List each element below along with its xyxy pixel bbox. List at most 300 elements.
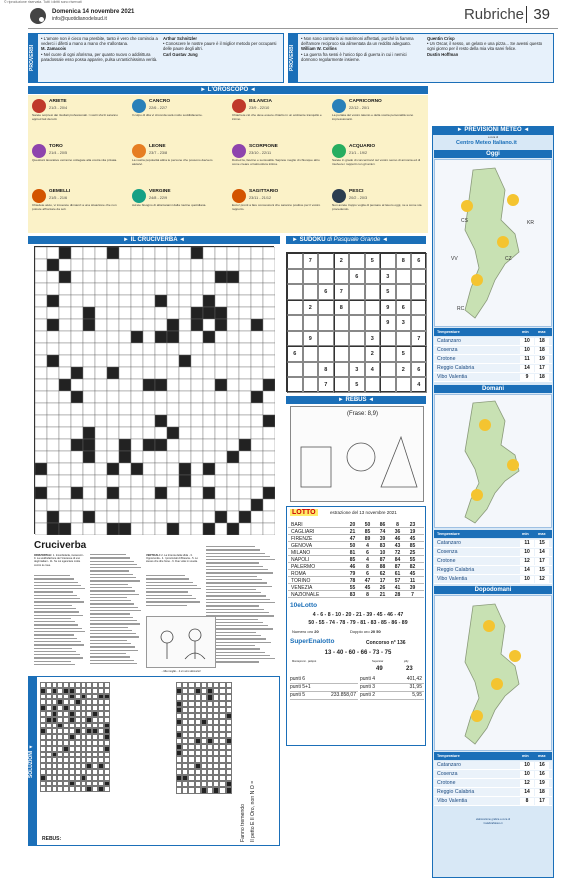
sudoku-cell[interactable]: [380, 362, 396, 378]
crossword-cell: [167, 427, 179, 439]
sudoku-cell[interactable]: 6: [411, 253, 427, 269]
crossword-cell: [179, 367, 191, 379]
crossword-cell: [203, 427, 215, 439]
lotto-number: 78: [349, 577, 356, 584]
sudoku-cell[interactable]: [303, 315, 319, 331]
lotto-number: 46: [394, 535, 401, 542]
sudoku-cell[interactable]: [349, 300, 365, 316]
crossword-cell: [155, 523, 167, 535]
sudoku-cell[interactable]: 4: [411, 377, 427, 393]
crossword-cell: [227, 331, 239, 343]
clue-text-line: [90, 584, 128, 585]
sudoku-cell[interactable]: [365, 300, 381, 316]
sudoku-cell[interactable]: [411, 284, 427, 300]
city-name: Catanzaro: [437, 762, 461, 768]
crossword-cell: [239, 355, 251, 367]
montepremi: Montepremi · jackpot: [292, 660, 317, 663]
sudoku-cell[interactable]: [396, 377, 412, 393]
oroscopo-title-bar: ► L'OROSCOPO ◄: [28, 86, 428, 94]
crossword-cell: [155, 307, 167, 319]
sudoku-cell[interactable]: 3: [380, 269, 396, 285]
crossword-cell: [143, 391, 155, 403]
numero-oro: Numero oro 20: [292, 629, 319, 634]
crossword-cell: [95, 271, 107, 283]
lotto-row: [288, 521, 424, 528]
sudoku-cell[interactable]: [303, 346, 319, 362]
contact-email[interactable]: info@quotidianodelsud.it: [52, 16, 107, 22]
sudoku-cell[interactable]: [411, 346, 427, 362]
sudoku-cell[interactable]: 9: [380, 300, 396, 316]
sudoku-cell[interactable]: 5: [349, 377, 365, 393]
proverb-text: Arthur Schnitzler • Conoscere le nostre paure è il miglior metodo per occuparsi delle paure degli altri. Carl Gustav Jung: [163, 36, 277, 57]
clue-text-line: [90, 630, 132, 631]
crossword-cell: [95, 463, 107, 475]
clue-text-line: [34, 588, 85, 589]
crossword-cell: [251, 379, 263, 391]
sudoku-cell[interactable]: [349, 253, 365, 269]
crossword-cell: [251, 271, 263, 283]
calabria-map-dopodomani: [435, 596, 553, 752]
sudoku-cell[interactable]: [349, 315, 365, 331]
sudoku-cell[interactable]: 8: [318, 362, 334, 378]
sudoku-cell[interactable]: [380, 253, 396, 269]
crossword-grid[interactable]: [34, 246, 274, 534]
lotto-number: 72: [394, 549, 401, 556]
sudoku-cell[interactable]: 2: [303, 300, 319, 316]
crossword-cell: [119, 331, 131, 343]
clue-text-line: [146, 582, 193, 583]
temp-max: 16: [535, 771, 549, 778]
zodiac-icon: [132, 189, 146, 203]
crossword-cell: [71, 415, 83, 427]
sudoku-cell[interactable]: 3: [365, 331, 381, 347]
doppio-oro: Doppio oro 20 50: [350, 629, 381, 634]
clue-text-line: [90, 613, 130, 614]
clue-text-line: [206, 586, 272, 587]
clue-text-line: [34, 657, 83, 658]
sudoku-cell[interactable]: [318, 253, 334, 269]
punti-left: [290, 676, 358, 700]
sudoku-cell[interactable]: 3: [396, 315, 412, 331]
sudoku-cell[interactable]: [365, 284, 381, 300]
sudoku-cell[interactable]: [349, 284, 365, 300]
sun-icon: [491, 678, 503, 690]
crossword-cell: [95, 511, 107, 523]
crossword-cell: [131, 283, 143, 295]
crossword-cell: [119, 439, 131, 451]
clue-lines: [90, 554, 142, 666]
crossword-cell: [251, 331, 263, 343]
sudoku-cell[interactable]: [334, 377, 350, 393]
lotto-city: CAGLIARI: [291, 528, 315, 535]
crossword-cell: [131, 295, 143, 307]
crossword-cell: [59, 487, 71, 499]
sudoku-cell[interactable]: 5: [380, 284, 396, 300]
crossword-cell: [35, 283, 47, 295]
sudoku-cell[interactable]: [334, 362, 350, 378]
dopodomani-label: Dopodomani: [434, 586, 552, 594]
temp-min: 11: [520, 356, 534, 363]
crossword-cell: [83, 283, 95, 295]
superstar-label: Superstar: [372, 660, 384, 663]
crossword-cell: [143, 499, 155, 511]
crossword-cell: [143, 295, 155, 307]
sudoku-cell[interactable]: [318, 269, 334, 285]
crossword-cell: [143, 331, 155, 343]
crossword-cell: [155, 403, 167, 415]
sudoku-cell[interactable]: [287, 284, 303, 300]
sudoku-cell[interactable]: 9: [380, 315, 396, 331]
sudoku-cell[interactable]: [303, 377, 319, 393]
sudoku-cell[interactable]: [334, 331, 350, 347]
clue-text-line: [90, 646, 135, 647]
meteo-title-bar: ► PREVISIONI METEO ◄: [432, 126, 554, 135]
crossword-cell: [167, 391, 179, 403]
crossword-cell: [239, 283, 251, 295]
sign-dates: 21/1 - 19/2: [349, 151, 368, 155]
sign-name: SAGITTARIO: [249, 189, 279, 194]
crossword-cell: [71, 475, 83, 487]
crossword-cell: [227, 379, 239, 391]
lotto-row: [288, 577, 424, 584]
crossword-cell: [155, 511, 167, 523]
crossword-cell: [203, 331, 215, 343]
lotto-number: 74: [379, 528, 386, 535]
clue-text-line: [146, 578, 189, 579]
crossword-cell: [215, 439, 227, 451]
sudoku-cell[interactable]: [380, 377, 396, 393]
crossword-cell: [167, 343, 179, 355]
sign-dates: 22/6 - 22/7: [149, 106, 168, 110]
clue-text-line: [90, 561, 134, 562]
sudoku-cell[interactable]: [349, 346, 365, 362]
crossword-cell: [167, 439, 179, 451]
crossword-cell: [227, 307, 239, 319]
crossword-cell: [227, 463, 239, 475]
crossword-cell: [71, 379, 83, 391]
temps-dopodomani: [434, 761, 552, 806]
crossword-cell: [83, 259, 95, 271]
crossword-cell: [263, 379, 275, 391]
crossword-cell: [131, 367, 143, 379]
clue-text-line: [90, 617, 133, 618]
sudoku-cell[interactable]: 3: [349, 362, 365, 378]
crossword-cell: [119, 259, 131, 271]
sudoku-cell[interactable]: 2: [365, 346, 381, 362]
crossword-cell: [119, 343, 131, 355]
sudoku-cell[interactable]: [396, 269, 412, 285]
crossword-cell: [47, 271, 59, 283]
crossword-cell: [239, 271, 251, 283]
lotto-row: [288, 570, 424, 577]
sudoku-cell[interactable]: [318, 331, 334, 347]
crossword-cell: [191, 367, 203, 379]
clue-text-line: [146, 588, 201, 589]
lotto-number: 45: [409, 535, 416, 542]
sudoku-cell[interactable]: [411, 300, 427, 316]
clue-text-line: [90, 636, 139, 637]
clue-text-line: [34, 582, 78, 583]
temperature-header: Temperature min max: [434, 752, 552, 760]
crossword-cell: [35, 511, 47, 523]
sudoku-cell[interactable]: [318, 300, 334, 316]
crossword-cell: [263, 247, 275, 259]
crossword-cell: [167, 331, 179, 343]
crossword-cell: [47, 475, 59, 487]
crossword-cell: [215, 391, 227, 403]
sudoku-cell[interactable]: 6: [411, 362, 427, 378]
crossword-cell: [47, 355, 59, 367]
crossword-cell: [35, 427, 47, 439]
crossword-cell: [59, 523, 71, 535]
crossword-cell: [263, 367, 275, 379]
sudoku-cell[interactable]: [287, 300, 303, 316]
lotto-number: 21: [349, 528, 356, 535]
crossword-cell: [263, 295, 275, 307]
crossword-cell: [203, 319, 215, 331]
crossword-cell: [107, 319, 119, 331]
sudoku-cell[interactable]: [287, 362, 303, 378]
crossword-cell: [167, 403, 179, 415]
sudoku-cell[interactable]: [287, 331, 303, 347]
lotto-number: 61: [394, 570, 401, 577]
crossword-cell: [263, 499, 275, 511]
crossword-cell: [143, 247, 155, 259]
clue-text-line: [206, 553, 265, 554]
crossword-cell: [59, 307, 71, 319]
lotto-number: 85: [409, 542, 416, 549]
temperature-row: [434, 337, 552, 346]
sudoku-cell[interactable]: [303, 269, 319, 285]
lotto-number: 62: [379, 570, 386, 577]
crossword-cell: [179, 355, 191, 367]
crossword-cell: [167, 319, 179, 331]
sudoku-cell[interactable]: 9: [303, 331, 319, 347]
sudoku-cell[interactable]: 6: [318, 284, 334, 300]
map-oggi: [434, 159, 552, 327]
sudoku-cell[interactable]: 5: [396, 346, 412, 362]
crossword-cell: [251, 355, 263, 367]
calabria-map-domani: [435, 395, 553, 529]
sudoku-cell[interactable]: [318, 346, 334, 362]
sudoku-cell[interactable]: [365, 269, 381, 285]
crossword-cell: [191, 439, 203, 451]
sudoku-cell[interactable]: [334, 269, 350, 285]
crossword-cell: [263, 463, 275, 475]
crossword-cell: [47, 487, 59, 499]
crossword-cell: [167, 523, 179, 535]
crossword-cell: [155, 355, 167, 367]
crossword-cell: [35, 487, 47, 499]
lotto-row: [288, 528, 424, 535]
crossword-cell: [215, 343, 227, 355]
sudoku-cell[interactable]: [365, 315, 381, 331]
sudoku-cell[interactable]: [380, 346, 396, 362]
crossword-cell: [263, 319, 275, 331]
temp-max: 17: [535, 558, 549, 565]
crossword-cell: [119, 379, 131, 391]
crossword-cell: [107, 355, 119, 367]
sudoku-cell[interactable]: 7: [303, 253, 319, 269]
crossword-cell: [191, 511, 203, 523]
sudoku-cell[interactable]: [365, 377, 381, 393]
map-label-kr: KR: [527, 220, 534, 226]
proverbi-tag: PROVERBI: [29, 34, 38, 82]
crossword-cell: [35, 379, 47, 391]
sudoku-cell[interactable]: [349, 331, 365, 347]
lotto-city: VENEZIA: [291, 584, 313, 591]
temp-max: 19: [535, 780, 549, 787]
crossword-cell: [71, 367, 83, 379]
crossword-cell: [107, 439, 119, 451]
crossword-cell: [155, 331, 167, 343]
crossword-cell: [155, 487, 167, 499]
crossword-cell: [119, 283, 131, 295]
lotto-number: 8: [396, 521, 399, 528]
crossword-cell: [71, 463, 83, 475]
crossword-cell: [47, 331, 59, 343]
crossword-cell: [71, 271, 83, 283]
clue-text-line: [206, 562, 259, 563]
crossword-cell: [203, 475, 215, 487]
crossword-cell: [35, 475, 47, 487]
sudoku-cell[interactable]: 5: [365, 253, 381, 269]
map-dopodomani: [434, 595, 552, 751]
sudoku-cell[interactable]: 2: [334, 253, 350, 269]
sudoku-cell[interactable]: 6: [349, 269, 365, 285]
sudoku-cell[interactable]: [396, 284, 412, 300]
zodiac-icon: [132, 99, 146, 113]
crossword-cell: [203, 403, 215, 415]
sign-text: Chiedete aiuto, vi troverete dinnanzi a una situazione che non potrete affrontare da soli.: [32, 203, 117, 211]
superstar-number: 49: [376, 666, 383, 672]
sudoku-cell[interactable]: [318, 315, 334, 331]
temp-min: 8: [520, 798, 534, 805]
sudoku-cell[interactable]: [396, 331, 412, 347]
sudoku-cell[interactable]: [411, 315, 427, 331]
crossword-cell: [95, 487, 107, 499]
lotto-number: 47: [364, 577, 371, 584]
crossword-cell: [203, 511, 215, 523]
crossword-cell: [71, 355, 83, 367]
crossword-cell: [155, 367, 167, 379]
crossword-cell: [131, 403, 143, 415]
crossword-cell: [167, 367, 179, 379]
crossword-cell: [83, 403, 95, 415]
crossword-cell: [239, 451, 251, 463]
lotto-row: [288, 549, 424, 556]
crossword-cell: [239, 391, 251, 403]
rebus-image: [290, 406, 424, 502]
sign-dates: 23/9 - 22/10: [249, 106, 270, 110]
sudoku-cell[interactable]: [287, 253, 303, 269]
clue-text-line: [206, 592, 261, 593]
temperature-row: [434, 355, 552, 364]
crossword-cell: [119, 475, 131, 487]
sudoku-cell[interactable]: 6: [287, 346, 303, 362]
sudoku-cell[interactable]: [287, 269, 303, 285]
sudoku-cell[interactable]: 8: [334, 300, 350, 316]
temps-oggi: [434, 337, 552, 382]
crossword-cell: [167, 451, 179, 463]
crossword-cell: [191, 403, 203, 415]
crossword-cell: [47, 343, 59, 355]
sudoku-cell[interactable]: 7: [334, 284, 350, 300]
city-name: Vibo Valentia: [437, 374, 468, 380]
crossword-cell: [239, 415, 251, 427]
crossword-cell: [191, 451, 203, 463]
punti-value: 31,95: [409, 684, 422, 690]
jolly-label: jolly: [404, 660, 409, 663]
sun-icon: [507, 194, 519, 206]
sudoku-cell[interactable]: [334, 346, 350, 362]
superenalotto-logo: SuperEnalotto: [290, 638, 335, 645]
crossword-cell: [155, 427, 167, 439]
city-name: Catanzaro: [437, 540, 461, 546]
sudoku-cell[interactable]: [287, 315, 303, 331]
crossword-cell: [131, 487, 143, 499]
punti-right: [360, 676, 424, 700]
temps-domani: [434, 539, 552, 584]
crossword-cell: [83, 487, 95, 499]
sudoku-cell[interactable]: 8: [396, 253, 412, 269]
clue-text-line: [206, 576, 257, 577]
clue-text-line: [90, 660, 134, 661]
sudoku-cell[interactable]: [303, 284, 319, 300]
sudoku-cell[interactable]: [287, 377, 303, 393]
crossword-cell: [107, 295, 119, 307]
crossword-cell: [179, 307, 191, 319]
sudoku-cell[interactable]: 7: [411, 331, 427, 347]
crossword-cell: [35, 319, 47, 331]
crossword-cell: [155, 439, 167, 451]
sign-dates: 23/11 - 21/12: [249, 196, 272, 200]
sudoku-cell[interactable]: [380, 331, 396, 347]
diecielotto-logo: 10eLotto: [290, 602, 318, 609]
sudoku-cell[interactable]: [334, 315, 350, 331]
sudoku-cell[interactable]: 4: [365, 362, 381, 378]
clue-text-line: [146, 591, 188, 592]
temp-min: 10: [520, 771, 534, 778]
sudoku-grid[interactable]: [286, 252, 426, 392]
crossword-cell: [47, 247, 59, 259]
crossword-cell: [71, 343, 83, 355]
crossword-cell: [119, 355, 131, 367]
sudoku-cell[interactable]: 6: [396, 300, 412, 316]
crossword-cell: [227, 403, 239, 415]
crossword-cell: [47, 379, 59, 391]
sign-name: GEMELLI: [49, 189, 71, 194]
temp-min: 14: [520, 567, 534, 574]
crossword-cell: [35, 439, 47, 451]
crossword-cell: [239, 427, 251, 439]
crossword-cell: [107, 271, 119, 283]
sudoku-cell[interactable]: [303, 362, 319, 378]
temp-max: 16: [535, 762, 549, 769]
crossword-cell: [227, 283, 239, 295]
sun-icon: [497, 236, 509, 248]
sudoku-cell[interactable]: 7: [318, 377, 334, 393]
crossword-cell: [131, 355, 143, 367]
sudoku-cell[interactable]: [411, 269, 427, 285]
sign-text: Chiarirete ciò che deve essere chiarito in un ambiente tranquillo e intimo.: [232, 113, 322, 121]
crossword-cell: [95, 307, 107, 319]
crossword-cell: [155, 379, 167, 391]
sudoku-cell[interactable]: 2: [396, 362, 412, 378]
lotto-number: 83: [379, 542, 386, 549]
lotto-row: [288, 563, 424, 570]
punti-value: 5,95: [412, 692, 422, 698]
